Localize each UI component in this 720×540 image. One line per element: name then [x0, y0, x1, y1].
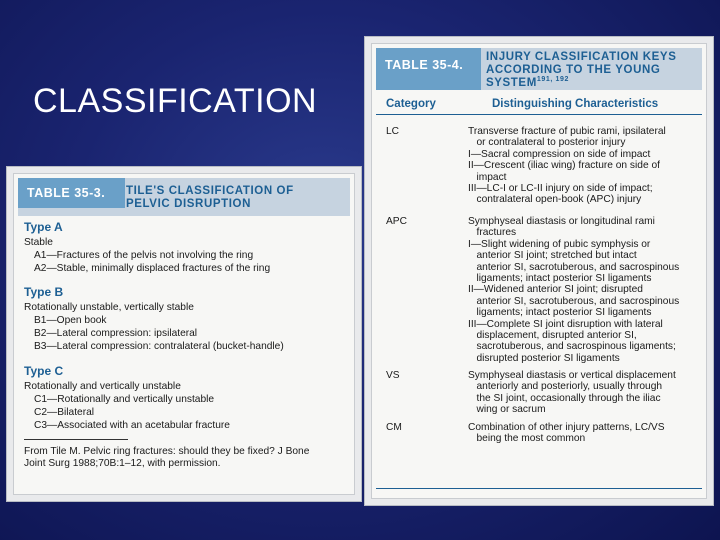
list-item: C1—Rotationally and vertically unstable — [34, 394, 215, 405]
list-item: A2—Stable, minimally displaced fractures of the ring — [34, 263, 271, 274]
type-b-heading: Type B — [24, 285, 64, 299]
row-characteristic-line: Transverse fracture of pubic rami, ipsilateral — [468, 126, 666, 137]
row-characteristic-line: contralateral open-book (APC) injury — [468, 194, 642, 206]
row-characteristic-line: ligaments; intact posterior SI ligaments — [468, 273, 652, 284]
table-inner — [13, 173, 355, 495]
row-characteristic-line: Combination of other injury patterns, LC/VS — [468, 422, 665, 433]
row-characteristic-line: being the most common — [468, 433, 586, 445]
list-item: C2—Bilateral — [34, 407, 95, 418]
column-header-row — [376, 96, 702, 115]
table-header — [376, 48, 702, 90]
list-item: B1—Open book — [34, 315, 107, 326]
row-characteristic-line: impact — [468, 171, 507, 183]
row-characteristic-line: fractures — [468, 227, 517, 239]
footnote-divider — [24, 439, 128, 440]
row-characteristic-line: Symphyseal diastasis or longitudinal rami — [468, 216, 655, 227]
type-a-heading: Type A — [24, 220, 63, 234]
row-characteristic-line: II—Widened anterior SI joint; disrupted — [468, 284, 643, 296]
table-title: INJURY CLASSIFICATION KEYS ACCORDING TO THE YOUNG SYSTEM$^{191, 192}$ — [486, 51, 677, 89]
table-inner — [371, 43, 707, 499]
row-characteristic-line: wing or sacrum — [468, 404, 546, 416]
footnote-line: Joint Surg 1988;70B:1–12, with permission. — [24, 458, 221, 469]
slide-title: CLASSIFICATION — [33, 82, 318, 120]
row-characteristic-line: displacement, disrupted anterior SI, — [468, 330, 637, 341]
row-characteristic-line: anteriorly and posteriorly, usually through — [468, 381, 663, 393]
table-bottom-rule — [376, 488, 702, 489]
row-category: APC — [386, 216, 407, 227]
row-characteristic-line: the SI joint, occasionally through the iliac — [468, 392, 661, 404]
type-a-subtitle: Stable — [24, 237, 53, 248]
row-characteristic-line: Symphyseal diastasis or vertical displacement — [468, 370, 676, 381]
row-characteristic-line: disrupted posterior SI ligaments — [468, 352, 620, 364]
row-characteristic-line: III—Complete SI joint disruption with lateral — [468, 318, 663, 330]
row-category: LC — [386, 126, 400, 137]
title-superscript: 191, 192 — [536, 76, 569, 84]
young-classification-table — [364, 36, 714, 506]
column-header-category: Category — [386, 98, 436, 110]
table-title: TILE'S CLASSIFICATION OF PELVIC DISRUPTION — [126, 185, 294, 210]
row-characteristic-line: III—LC-I or LC-II injury on side of impact; — [468, 183, 653, 194]
type-b-subtitle: Rotationally unstable, vertically stable — [24, 302, 194, 313]
row-characteristic-line: sacrotuberous, and sacrospinous ligaments; — [468, 341, 676, 353]
row-characteristic-line: anterior SI, sacrotuberous, and sacrospinous — [468, 295, 680, 307]
row-characteristic-line: anterior SI, sacrotuberous, and sacrospinous — [468, 261, 680, 273]
table-number: TABLE 35-4. — [376, 48, 481, 90]
row-category: CM — [386, 422, 402, 433]
column-header-characteristics: Distinguishing Characteristics — [492, 98, 659, 110]
type-c-subtitle: Rotationally and vertically unstable — [24, 381, 181, 392]
list-item: A1—Fractures of the pelvis not involving the ring — [34, 250, 254, 261]
footnote-line: From Tile M. Pelvic ring fractures: should they be fixed? J Bone — [24, 446, 310, 457]
list-item: B2—Lateral compression: ipsilateral — [34, 328, 198, 339]
row-characteristic-line: II—Crescent (iliac wing) fracture on side of — [468, 160, 660, 172]
tile-classification-table — [6, 166, 362, 502]
list-item: C3—Associated with an acetabular fracture — [34, 420, 230, 431]
type-c-heading: Type C — [24, 364, 64, 378]
list-item: B3—Lateral compression: contralateral (bucket-handle) — [34, 341, 284, 352]
row-characteristic-line: ligaments; intact posterior SI ligaments — [468, 307, 652, 319]
row-characteristic-line: I—Sacral compression on side of impact — [468, 148, 651, 160]
row-characteristic-line: anterior SI joint; stretched but intact — [468, 250, 637, 262]
row-category: VS — [386, 370, 400, 381]
table-header — [18, 178, 350, 216]
row-characteristic-line: I—Slight widening of pubic symphysis or — [468, 238, 651, 250]
row-characteristic-line: or contralateral to posterior injury — [468, 137, 626, 149]
table-number: TABLE 35-3. — [18, 178, 125, 208]
